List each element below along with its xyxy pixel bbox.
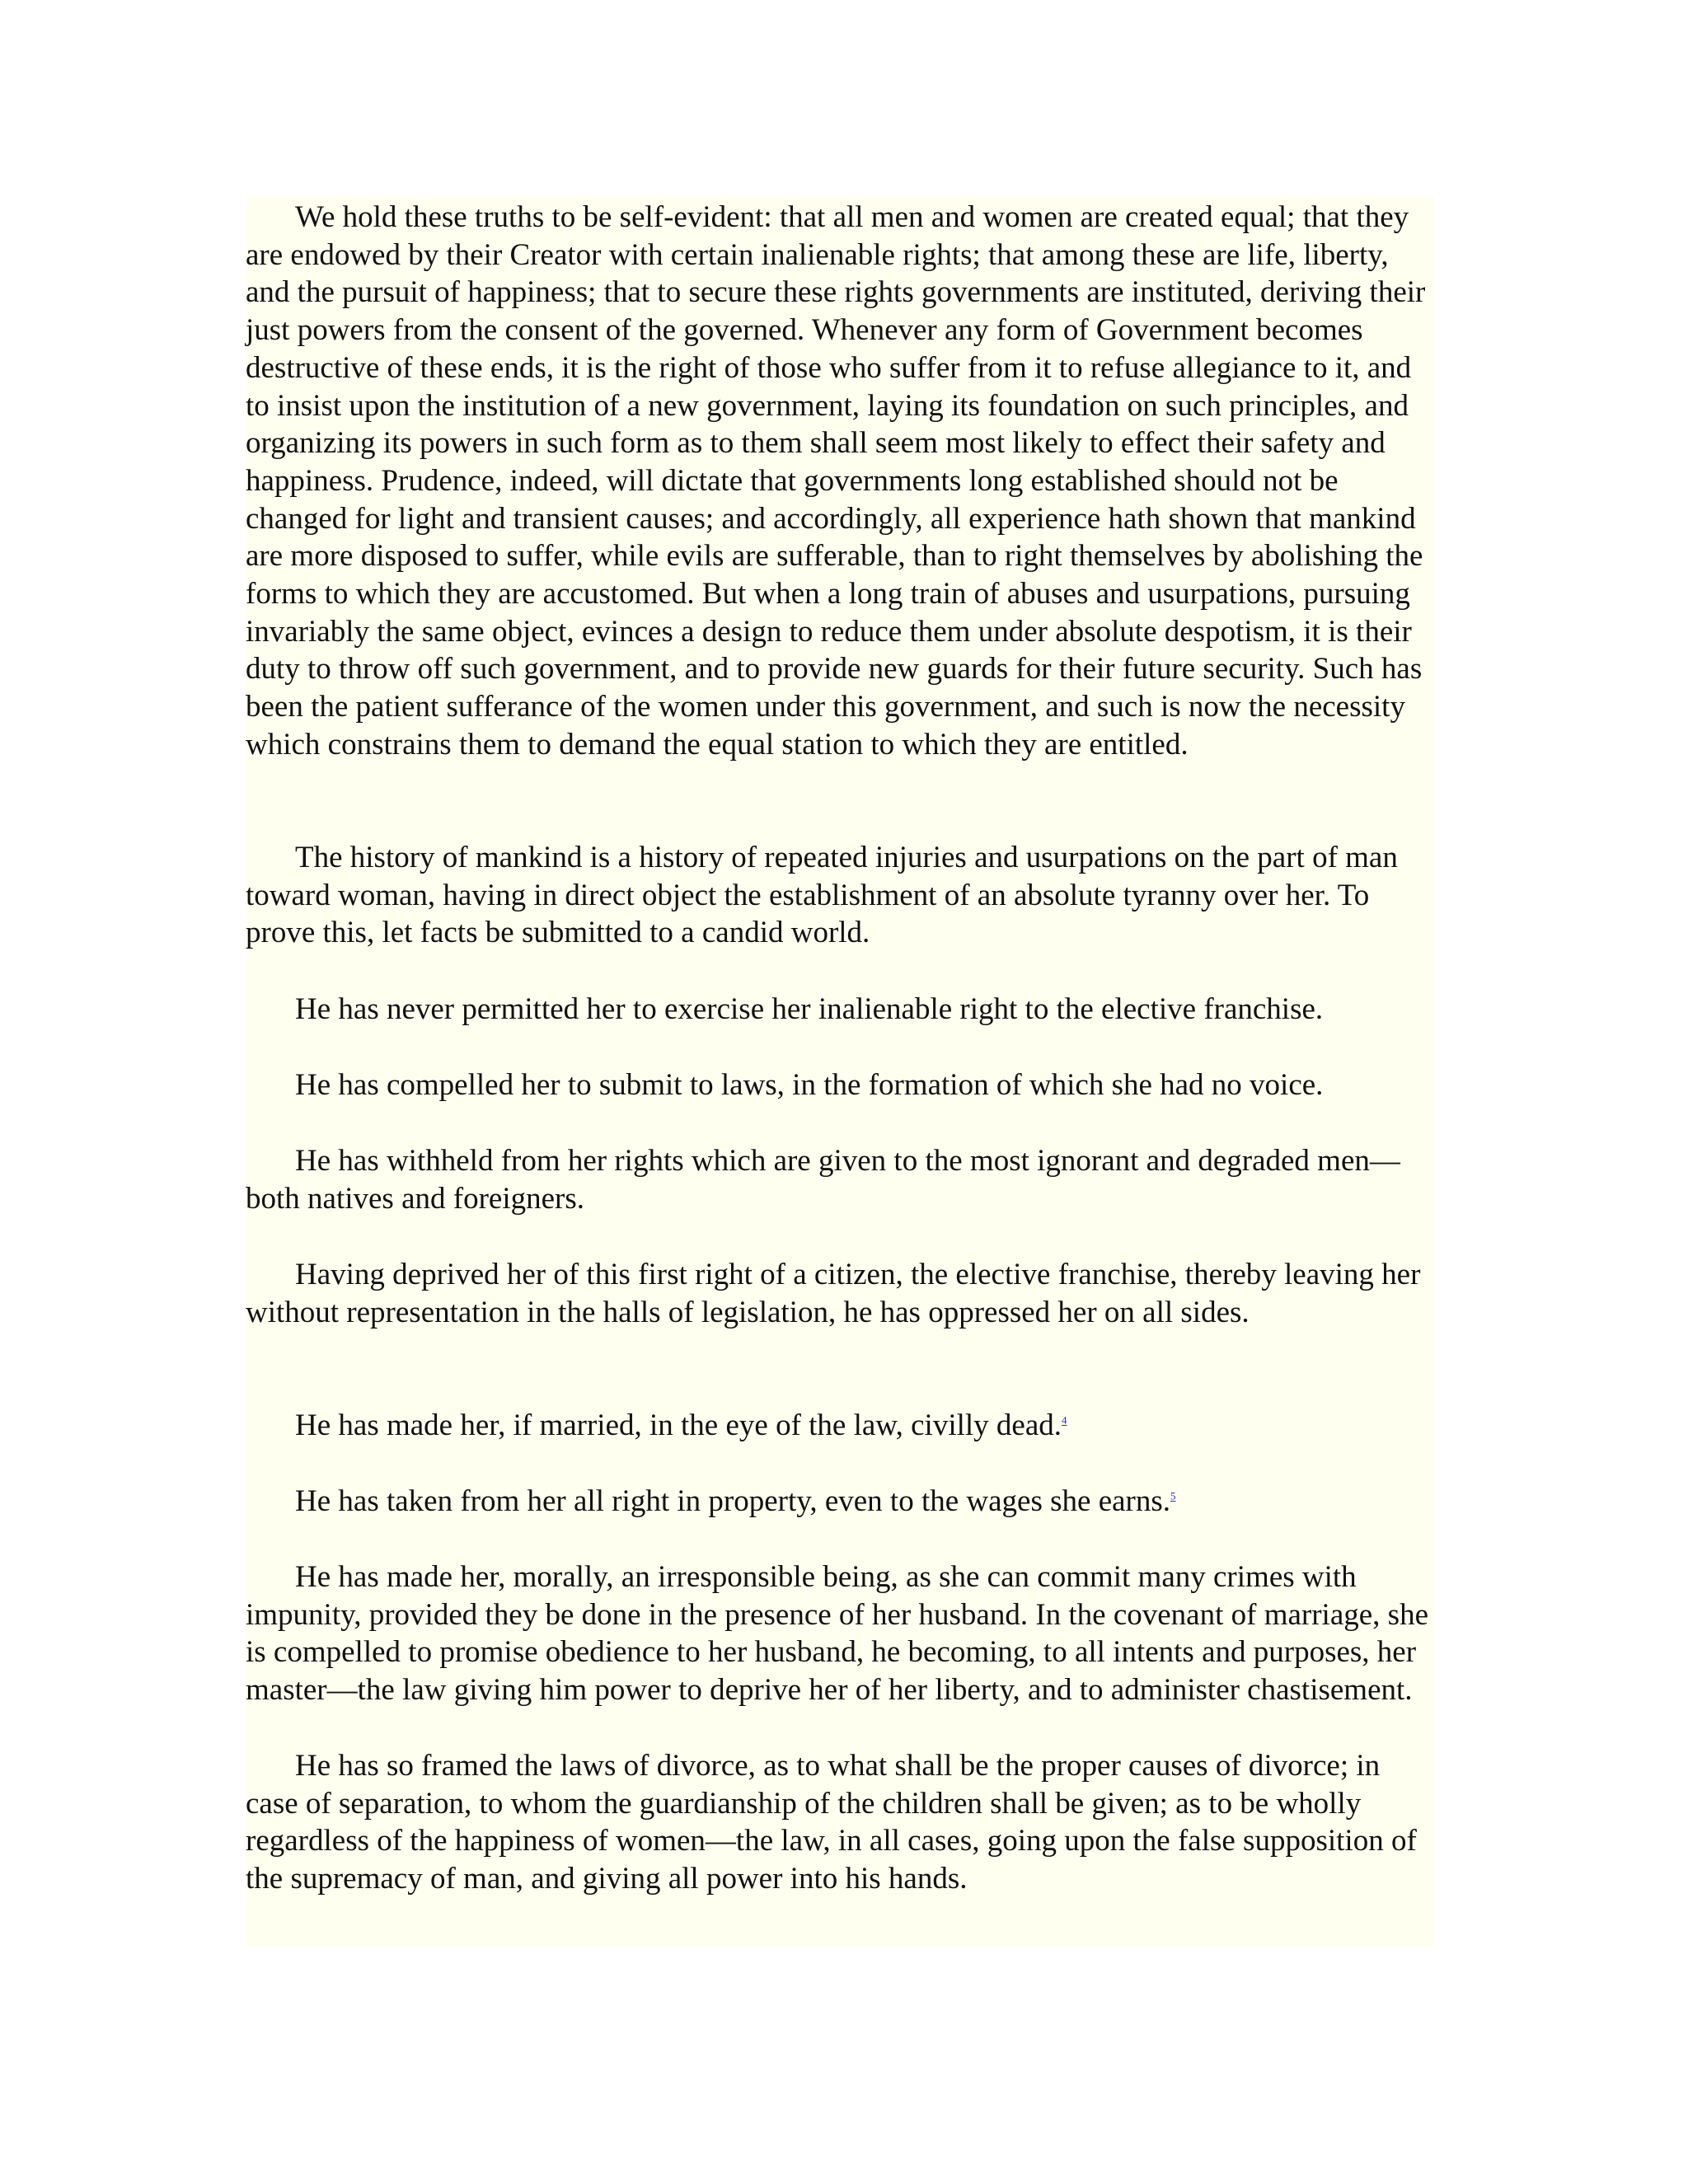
paragraph-self-evident-truths: We hold these truths to be self-evident: that all men and women are created equal; that they are endowed by their Creator with certain inalienable rights; that among these are life, liberty, and the pursuit of happiness; that to secure these rights governments are instituted, deriving their just powers from the consent of the governed. Whenever any form of Government becomes destructive of these ends, it is the right of those who suffer from it to refuse allegiance to it, and to insist upon the institution of a new government, laying its foundation on such principles, and organizing its powers in such form as to them shall seem most likely to effect their safety and happiness. Prudence, indeed, will dictate that governments long established should not be changed for light and transient causes; and accordingly, all experience hath shown that mankind are more disposed to suffer, while evils are sufferable, than to right themselves by abolishing the forms to which they are accustomed. But when a long train of abuses and usurpations, pursuing invariably the same object, evinces a design to reduce them under absolute despotism, it is their duty to throw off such government, and to provide new guards for their future security. Such has been the patient sufferance of the women under this government, and such is now the necessity which constrains them to demand the equal station to which they are entitled. <box>246 200 1426 762</box>
paragraph-civilly-dead-text: He has made her, if married, in the eye of the law, civilly dead. <box>295 1408 1062 1442</box>
footnote-link-4[interactable]: 4 <box>1062 1413 1067 1427</box>
paragraph-civilly-dead <box>246 1407 1434 1445</box>
paragraph-compelled-laws: He has compelled her to submit to laws, in the formation of which she had no voice. <box>295 1068 1324 1102</box>
paragraph-irresponsible-being: He has made her, morally, an irresponsible being, as she can commit many crimes with impunity, provided they be done in the presence of her husband. In the covenant of marriage, she is compelled to promise obedience to her husband, he becoming, to all intents and purposes, her master—the law giving him power to deprive her of her liberty, and to administer chastisement. <box>246 1560 1428 1708</box>
paragraph-deprived-of-right: Having deprived her of this first right of a citizen, the elective franchise, thereby leaving her without representation in the halls of legislation, he has oppressed her on all sides. <box>246 1258 1421 1329</box>
paragraph-withheld-rights: He has withheld from her rights which are given to the most ignorant and degraded men—both natives and foreigners. <box>246 1144 1400 1216</box>
paragraph-property-rights-text: He has taken from her all right in property, even to the wages she earns. <box>295 1484 1171 1518</box>
paragraph-property-rights <box>246 1483 1434 1521</box>
paragraph-laws-of-divorce: He has so framed the laws of divorce, as to what shall be the proper causes of divorce; in case of separation, to whom the guardianship of the children shall be given; as to be wholly regardless of the happiness of women—the law, in all cases, going upon the false supposition of the supremacy of man, and giving all power into his hands. <box>246 1749 1417 1896</box>
paragraph-elective-franchise: He has never permitted her to exercise her inalienable right to the elective franchise. <box>295 992 1324 1026</box>
document-body <box>246 196 1434 1947</box>
paragraph-history-of-mankind: The history of mankind is a history of repeated injuries and usurpations on the part of man toward woman, having in direct object the establishment of an absolute tyranny over her. To prove this, let facts be submitted to a candid world. <box>246 841 1398 950</box>
footnote-link-5[interactable]: 5 <box>1170 1489 1176 1502</box>
